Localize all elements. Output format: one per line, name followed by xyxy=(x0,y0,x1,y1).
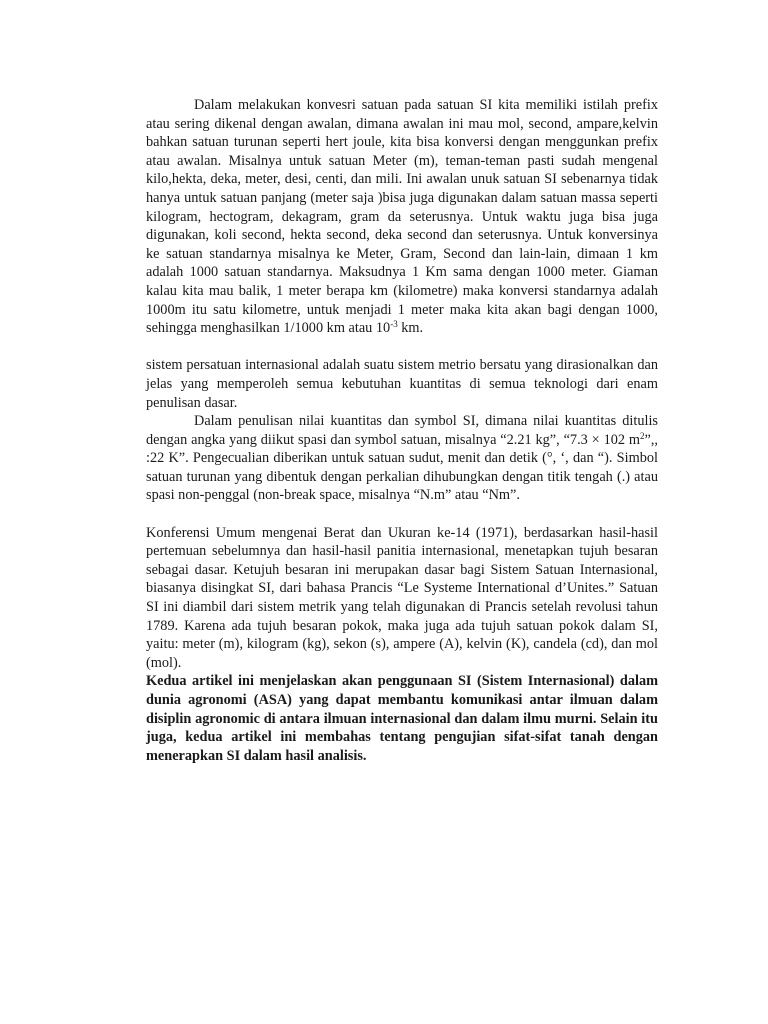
paragraph-gap xyxy=(146,505,658,524)
paragraph-conference: Konferensi Umum mengenai Berat dan Ukuran ke-14 (1971), berdasarkan hasil-hasil pertemuan sebelumnya dan hasil-hasil panitia internasional, menetapkan tujuh besaran sebagai dasar. Ketujuh besaran ini merupakan dasar bagi Sistem Satuan Internasional, biasanya disingkat SI, dari bahasa Prancis “Le Systeme International d’Unites.” Satuan SI ini diambil dari sistem metrik yang telah digunakan di Prancis setelah revolusi tahun 1789. Karena ada tujuh besaran pokok, maka juga ada tujuh satuan pokok dalam SI, yaitu: meter (m), kilogram (kg), sekon (s), ampere (A), kelvin (K), candela (cd), dan mol (mol). xyxy=(146,524,658,671)
paragraph-text: ”,, :22 K”. Pengecualian diberikan untuk satuan sudut, menit dan detik (°, ‘, dan “). Simbol satuan turunan yang dibentuk dengan perkalian dihubungkan dengan titik tengah (.) atau spasi non-penggal (non-break space, misalnya “N.m” atau “Nm”. xyxy=(146,431,658,504)
paragraph-text: km. xyxy=(397,320,424,337)
paragraph-summary-bold: Kedua artikel ini menjelaskan akan penggunaan SI (Sistem Internasional) dalam dunia agronomi (ASA) yang dapat membantu komunikasi antar ilmuan dalam disiplin agronomic di antara ilmuan internasional dan dalam ilmu murni. Selain itu juga, kedua artikel ini membahas tentang pengujian sifat-sifat tanah dengan menerapkan SI dalam hasil analisis. xyxy=(146,673,658,764)
exponent-superscript: -3 xyxy=(390,319,398,330)
paragraph-text: Dalam melakukan konvesri satuan pada satuan SI kita memiliki istilah prefix atau sering dikenal dengan awalan, dimana awalan ini mau mol, second, ampare,kelvin bahkan satuan turunan seperti hert joule, kita bisa konversi dengan menggunkan prefix atau awalan. Misalnya untuk satuan Meter (m), teman-teman pasti sudah mengenal kilo,hekta, deka, meter, desi, centi, dan mili. Ini awalan unuk satuan SI sebenarnya tidak hanya untuk satuan panjang (meter saja )bisa juga digunakan dalam satuan massa seperti kilogram, hectogram, dekagram, gram da seterusnya. Untuk waktu juga bisa juga digunakan, koli second, hekta second, deka second dan seterusnya. Untuk konversinya ke satuan standarnya misalnya ke Meter, Gram, Second dan lain-lain, dimaan 1 km adalah 1000 satuan standarnya. Maksudnya 1 Km sama dengan 1000 meter. Giaman kalau kita mau balik, 1 meter berapa km (kilometre) maka konversi standarnya adalah 1000m itu satu kilometre, untuk menjadi 1 meter maka kita akan bagi dengan 1000, sehingga menghasilkan 1/1000 km atau 10 xyxy=(146,97,658,337)
paragraph-prefix-conversion xyxy=(146,96,658,338)
paragraph-text: Dalam penulisan nilai kuantitas dan symbol SI, dimana nilai kuantitas ditulis dengan angka yang diikut spasi dan symbol satuan, misalnya “2.21 kg”, “7.3 × 102 m xyxy=(146,413,658,448)
paragraph-si-definition: sistem persatuan internasional adalah suatu sistem metrio bersatu yang dirasionalkan dan jelas yang memperoleh semua kebutuhan kuantitas di semua teknologi dari enam penulisan dasar. xyxy=(146,357,658,411)
paragraph-si-writing xyxy=(146,412,658,505)
exponent-superscript: 2 xyxy=(640,430,645,441)
document-page xyxy=(146,96,658,765)
paragraph-gap xyxy=(146,338,658,357)
